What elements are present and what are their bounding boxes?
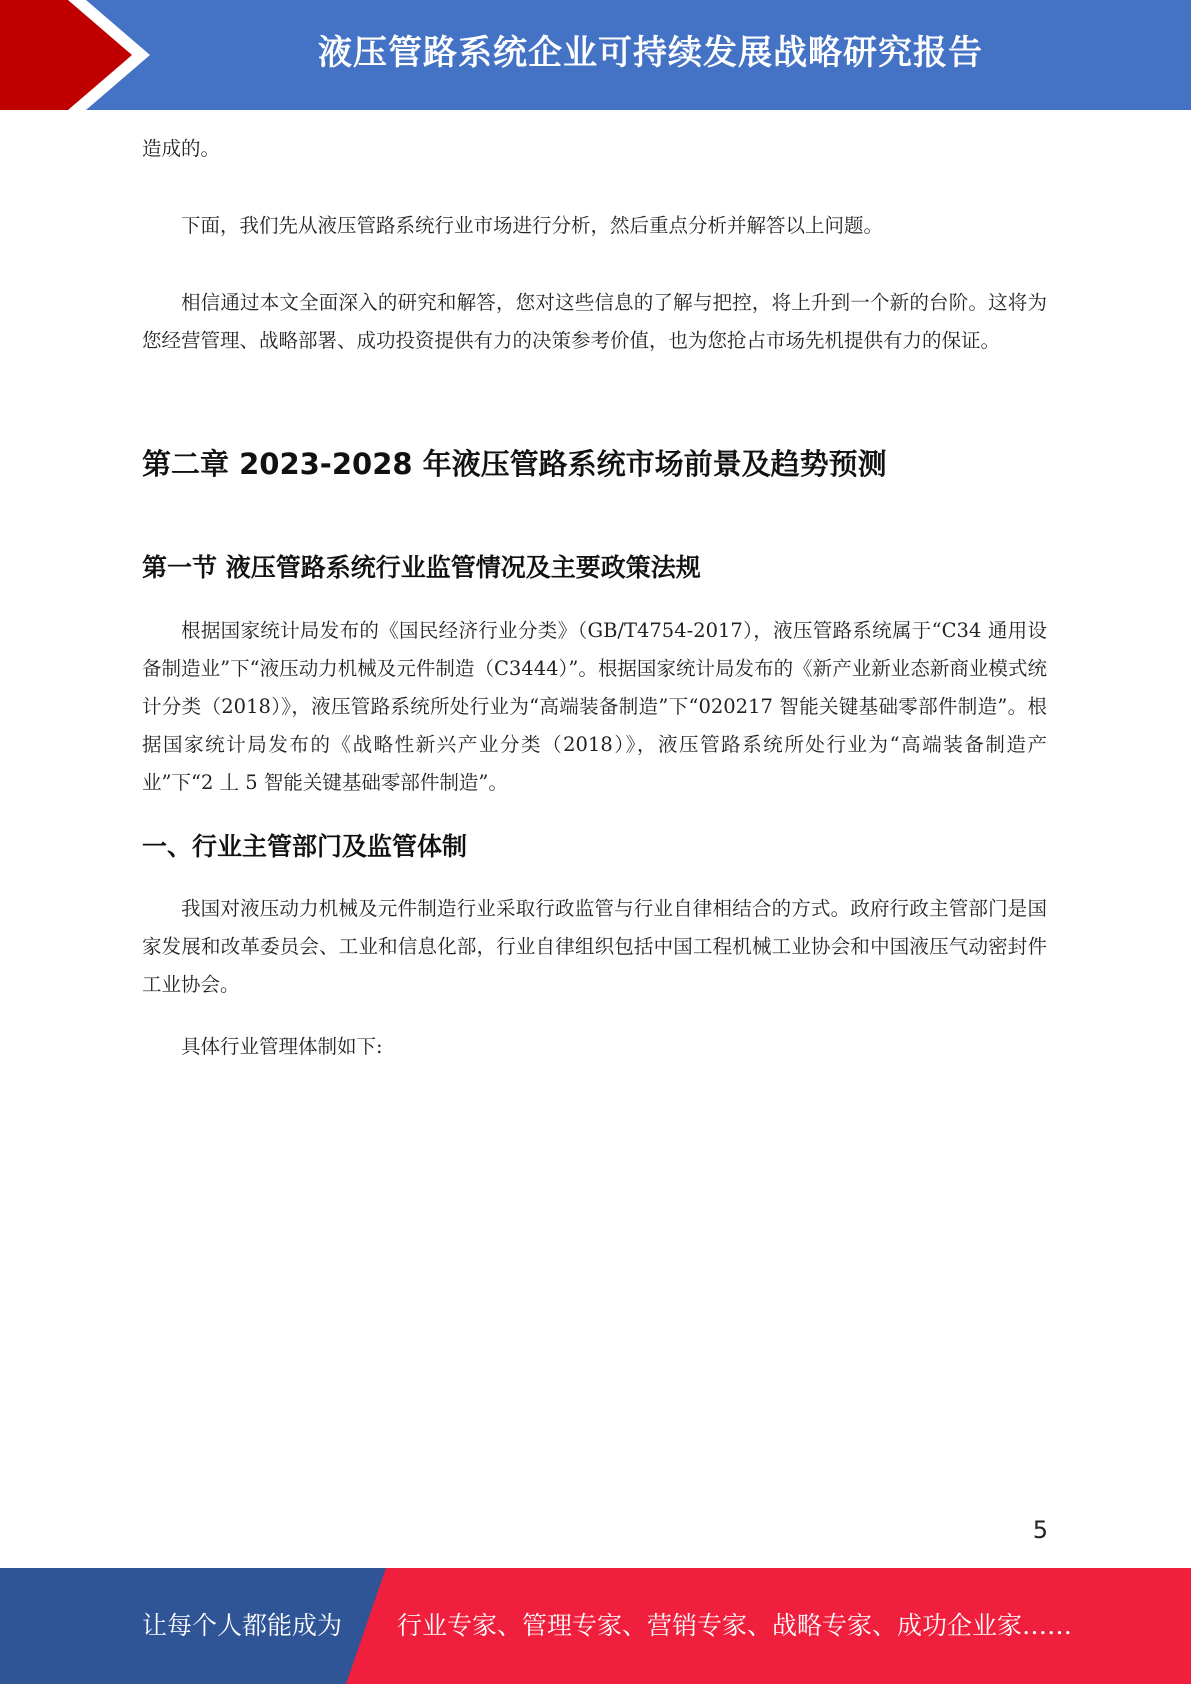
- paragraph-intro-tail: 造成的。: [142, 137, 221, 160]
- footer-slogan-left: 让每个人都能成为: [142, 1611, 343, 1640]
- paragraph-management: 具体行业管理体制如下:: [181, 1035, 383, 1058]
- header-banner: [0, 0, 1191, 110]
- subsection-heading: 一、行业主管部门及监管体制: [142, 832, 468, 861]
- page-content: [142, 130, 1047, 1058]
- page-number: 5: [1032, 1516, 1048, 1544]
- paragraph-regulation: 我国对液压动力机械及元件制造行业采取行政监管与行业自律相结合的方式。政府行政主管部门是国家发展和改革委员会、工业和信息化部，行业自律组织包括中国工程机械工业协会和中国液压气动密封件工业协会。: [142, 897, 1047, 996]
- paragraph-intro-next: 下面，我们先从液压管路系统行业市场进行分析，然后重点分析并解答以上问题。: [181, 214, 884, 237]
- management-block: [142, 1028, 1047, 1066]
- footer-banner: [0, 1568, 1191, 1684]
- regulation-block: [142, 890, 1047, 1004]
- section-heading: 第一节 液压管路系统行业监管情况及主要政策法规: [142, 553, 701, 582]
- paragraph-policy: 根据国家统计局发布的《国民经济行业分类》（GB/T4754-2017），液压管路系统属于“C34 通用设备制造业”下“液压动力机械及元件制造（C3444）”。根据国家统计局发布的《新产业新业态新商业模式统计分类（2018）》，液压管路系统所处行业为“高端装备制造”下“020217 智能关键基础零部件制造”。根据国家统计局发布的《战略性新兴产业分类（2018）》，液压管路系统所处行业为“高端装备制造产业”下“2 丄 5 智能关键基础零部件制造”。: [142, 619, 1047, 794]
- footer-slogan-right: 行业专家、管理专家、营销专家、战略专家、成功企业家……: [397, 1611, 1073, 1640]
- paragraph-intro-value: 相信通过本文全面深入的研究和解答，您对这些信息的了解与把控，将上升到一个新的台阶。这将为您经营管理、战略部署、成功投资提供有力的决策参考价值，也为您抢占市场先机提供有力的保证。: [142, 291, 1047, 352]
- report-title: 液压管路系统企业可持续发展战略研究报告: [318, 33, 983, 73]
- chapter-heading: 第二章 2023-2028 年液压管路系统市场前景及趋势预测: [142, 447, 887, 481]
- policy-block: [142, 612, 1047, 802]
